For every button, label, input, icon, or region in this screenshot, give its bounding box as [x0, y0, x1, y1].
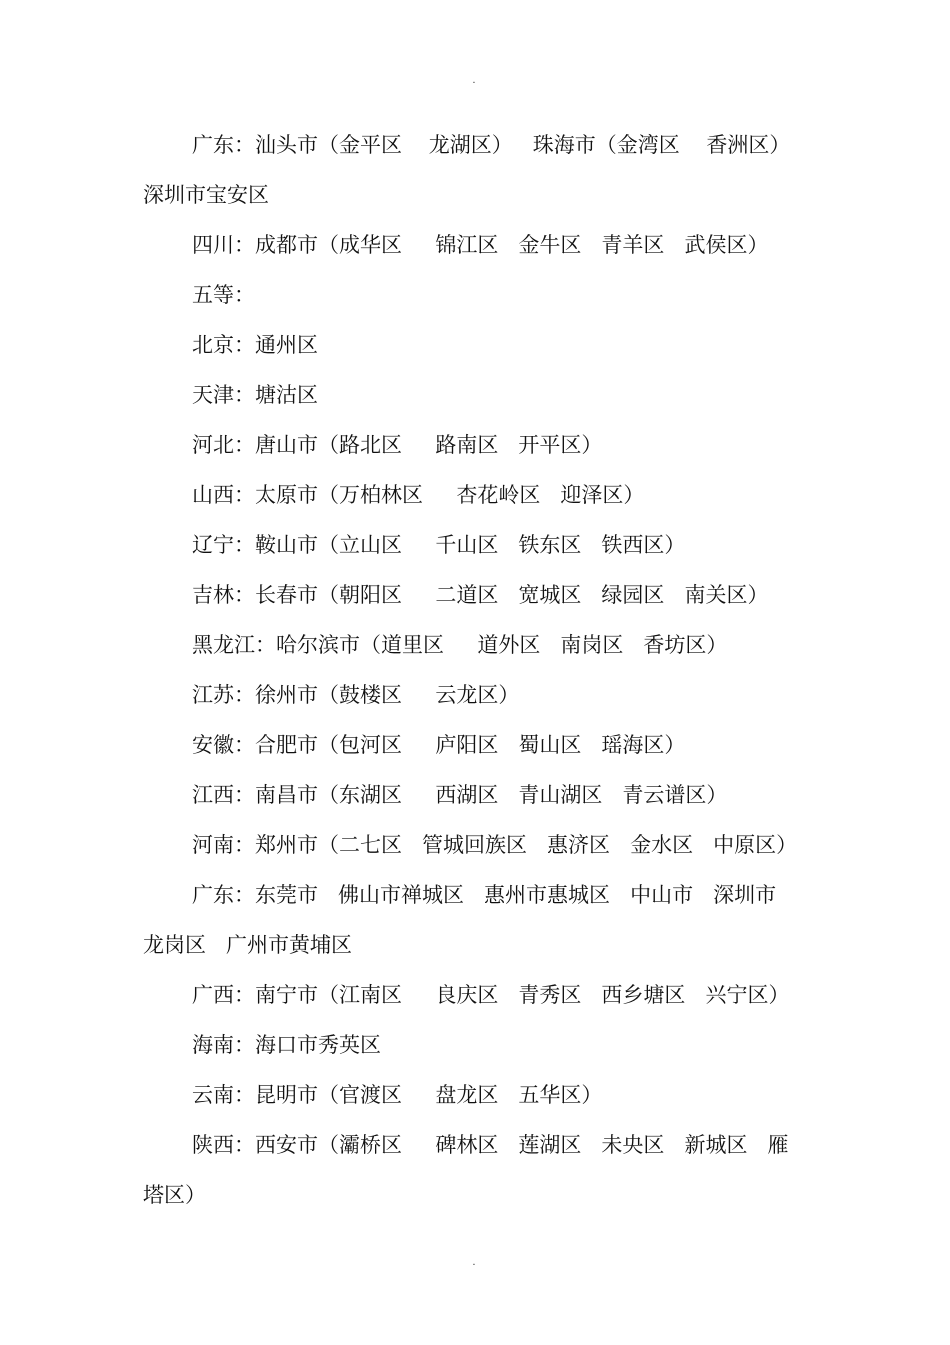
paragraph-line: 广东：东莞市 佛山市禅城区 惠州市惠城区 中山市 深圳市 — [192, 883, 777, 907]
document-body — [143, 120, 807, 1220]
paragraph-line: 江苏：徐州市（鼓楼区 云龙区） — [192, 683, 520, 707]
footer-mark: . — [472, 1257, 476, 1268]
paragraph-line: 云南：昆明市（官渡区 盘龙区 五华区） — [192, 1083, 603, 1107]
header-mark: . — [472, 75, 476, 86]
paragraph-line: 天津：塘沽区 — [192, 383, 318, 407]
paragraph-line: 龙岗区 广州市黄埔区 — [143, 933, 353, 957]
paragraph-line: 黑龙江：哈尔滨市（道里区 道外区 南岗区 香坊区） — [192, 633, 728, 657]
paragraph-line: 四川：成都市（成华区 锦江区 金牛区 青羊区 武侯区） — [192, 233, 769, 257]
paragraph-line: 广西：南宁市（江南区 良庆区 青秀区 西乡塘区 兴宁区） — [192, 983, 790, 1007]
paragraph-line: 江西：南昌市（东湖区 西湖区 青山湖区 青云谱区） — [192, 783, 728, 807]
paragraph-line: 山西：太原市（万柏林区 杏花岭区 迎泽区） — [192, 483, 645, 507]
paragraph-line: 海南：海口市秀英区 — [192, 1033, 381, 1057]
paragraph-line: 陕西：西安市（灞桥区 碑林区 莲湖区 未央区 新城区 雁 — [192, 1133, 789, 1157]
paragraph-line: 吉林：长春市（朝阳区 二道区 宽城区 绿园区 南关区） — [192, 583, 769, 607]
paragraph-line: 河北：唐山市（路北区 路南区 开平区） — [192, 433, 603, 457]
paragraph-line: 河南：郑州市（二七区 管城回族区 惠济区 金水区 中原区） — [192, 833, 798, 857]
paragraph-line: 北京：通州区 — [192, 333, 318, 357]
paragraph-line: 广东：汕头市（金平区 龙湖区） 珠海市（金湾区 香洲区） — [192, 133, 791, 157]
paragraph-line: 辽宁：鞍山市（立山区 千山区 铁东区 铁西区） — [192, 533, 686, 557]
paragraph-line: 塔区） — [143, 1183, 206, 1207]
section-heading: 五等： — [192, 283, 255, 307]
paragraph-line: 安徽：合肥市（包河区 庐阳区 蜀山区 瑶海区） — [192, 733, 686, 757]
paragraph-line: 深圳市宝安区 — [143, 183, 269, 207]
